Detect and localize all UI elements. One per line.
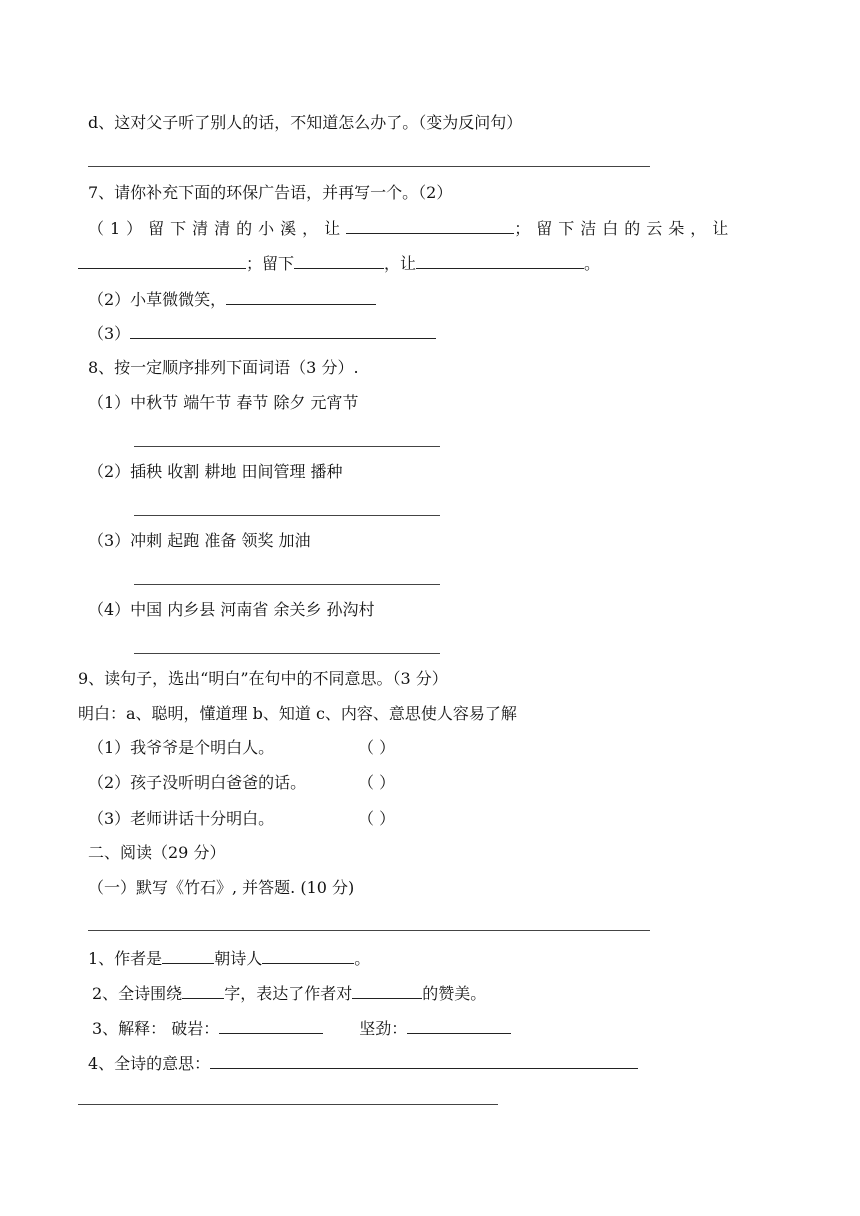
question-7-line-2 — [78, 252, 600, 274]
a1-blank-1[interactable] — [162, 947, 214, 964]
q9-item-2: （2）孩子没听明白爸爸的话。 — [88, 773, 307, 792]
question-7-line-1 — [88, 217, 734, 239]
q7-l2-text-b: ，让 — [384, 254, 417, 273]
a3-text-a: 3、解释： 破岩： — [92, 1019, 220, 1038]
section-2-title: 二、阅读（29 分） — [88, 843, 226, 862]
a3-text-b: 坚劲： — [359, 1019, 408, 1038]
q7-blank-3[interactable] — [294, 252, 384, 269]
q8-item-1: （1）中秋节 端午节 春节 除夕 元宵节 — [88, 393, 359, 412]
a-item-3 — [92, 1017, 511, 1039]
a-item-2 — [92, 982, 486, 1004]
question-7-title: 7、请你补充下面的环保广告语，并再写一个。（2） — [88, 183, 453, 202]
question-7-line-4 — [88, 322, 436, 344]
question-9-meanings: 明白：a、聪明，懂道理 b、知道 c、内容、意思使人容易了解 — [78, 704, 517, 723]
q7-blank-6[interactable] — [130, 322, 436, 339]
a1-end: 。 — [354, 949, 371, 968]
question-8-title: 8、按一定顺序排列下面词语（3 分）. — [88, 358, 359, 377]
question-7-line-3 — [88, 288, 376, 310]
section-2-sub-1: （一）默写《竹石》, 并答题. (10 分) — [88, 878, 355, 897]
a2-text-c: 的赞美。 — [422, 984, 487, 1003]
question-9-title: 9、读句子，选出“明白”在句中的不同意思。（3 分） — [78, 669, 448, 688]
q7-l4-text: （3） — [88, 324, 131, 343]
q8-item-3: （3）冲刺 起跑 准备 领奖 加油 — [88, 531, 311, 550]
a3-blank-1[interactable] — [219, 1017, 323, 1034]
q9-item-3: （3）老师讲话十分明白。 — [88, 809, 275, 828]
a2-text-b: 字，表达了作者对 — [224, 984, 353, 1003]
q9-paren-3[interactable]: （ ） — [358, 809, 396, 828]
q8-item-4: （4）中国 内乡县 河南省 余关乡 孙沟村 — [88, 600, 375, 619]
section-2-answer-line[interactable] — [88, 930, 650, 931]
a1-blank-2[interactable] — [262, 947, 354, 964]
q7-l2-end: 。 — [584, 254, 601, 273]
q8-answer-line-2[interactable] — [134, 515, 440, 516]
q9-paren-1[interactable]: （ ） — [358, 738, 396, 757]
a-item-4 — [88, 1052, 638, 1074]
q8-item-2: （2）插秧 收割 耕地 田间管理 播种 — [88, 462, 343, 481]
a4-answer-line-2[interactable] — [78, 1104, 498, 1105]
q7-blank-1[interactable] — [346, 217, 514, 234]
question-d: d、这对父子听了别人的话，不知道怎么办了。（变为反问句） — [88, 113, 523, 132]
a2-blank-1[interactable] — [182, 982, 224, 999]
q7-blank-5[interactable] — [226, 288, 376, 305]
a-item-1 — [88, 947, 370, 969]
answer-line-d[interactable] — [88, 166, 650, 167]
a2-text-a: 2、全诗围绕 — [92, 984, 183, 1003]
a2-blank-2[interactable] — [352, 982, 422, 999]
a3-blank-2[interactable] — [407, 1017, 511, 1034]
a1-text-b: 朝诗人 — [214, 949, 263, 968]
q7-l2-text-a: ；留下 — [246, 254, 295, 273]
q7-l3-text: （2）小草微微笑， — [88, 290, 227, 309]
a4-blank-1[interactable] — [210, 1052, 638, 1069]
q8-answer-line-4[interactable] — [134, 653, 440, 654]
q8-answer-line-1[interactable] — [134, 446, 440, 447]
a4-text: 4、全诗的意思： — [88, 1054, 211, 1073]
q7-blank-4[interactable] — [416, 252, 584, 269]
q7-l1-text-b: ；留下洁白的云朵，让 — [514, 219, 735, 238]
q7-blank-2[interactable] — [78, 252, 246, 269]
q7-l1-text-a: （1）留下清清的小溪，让 — [88, 219, 347, 238]
a1-text-a: 1、作者是 — [88, 949, 163, 968]
q9-paren-2[interactable]: （ ） — [358, 773, 396, 792]
q8-answer-line-3[interactable] — [134, 584, 440, 585]
q9-item-1: （1）我爷爷是个明白人。 — [88, 738, 275, 757]
